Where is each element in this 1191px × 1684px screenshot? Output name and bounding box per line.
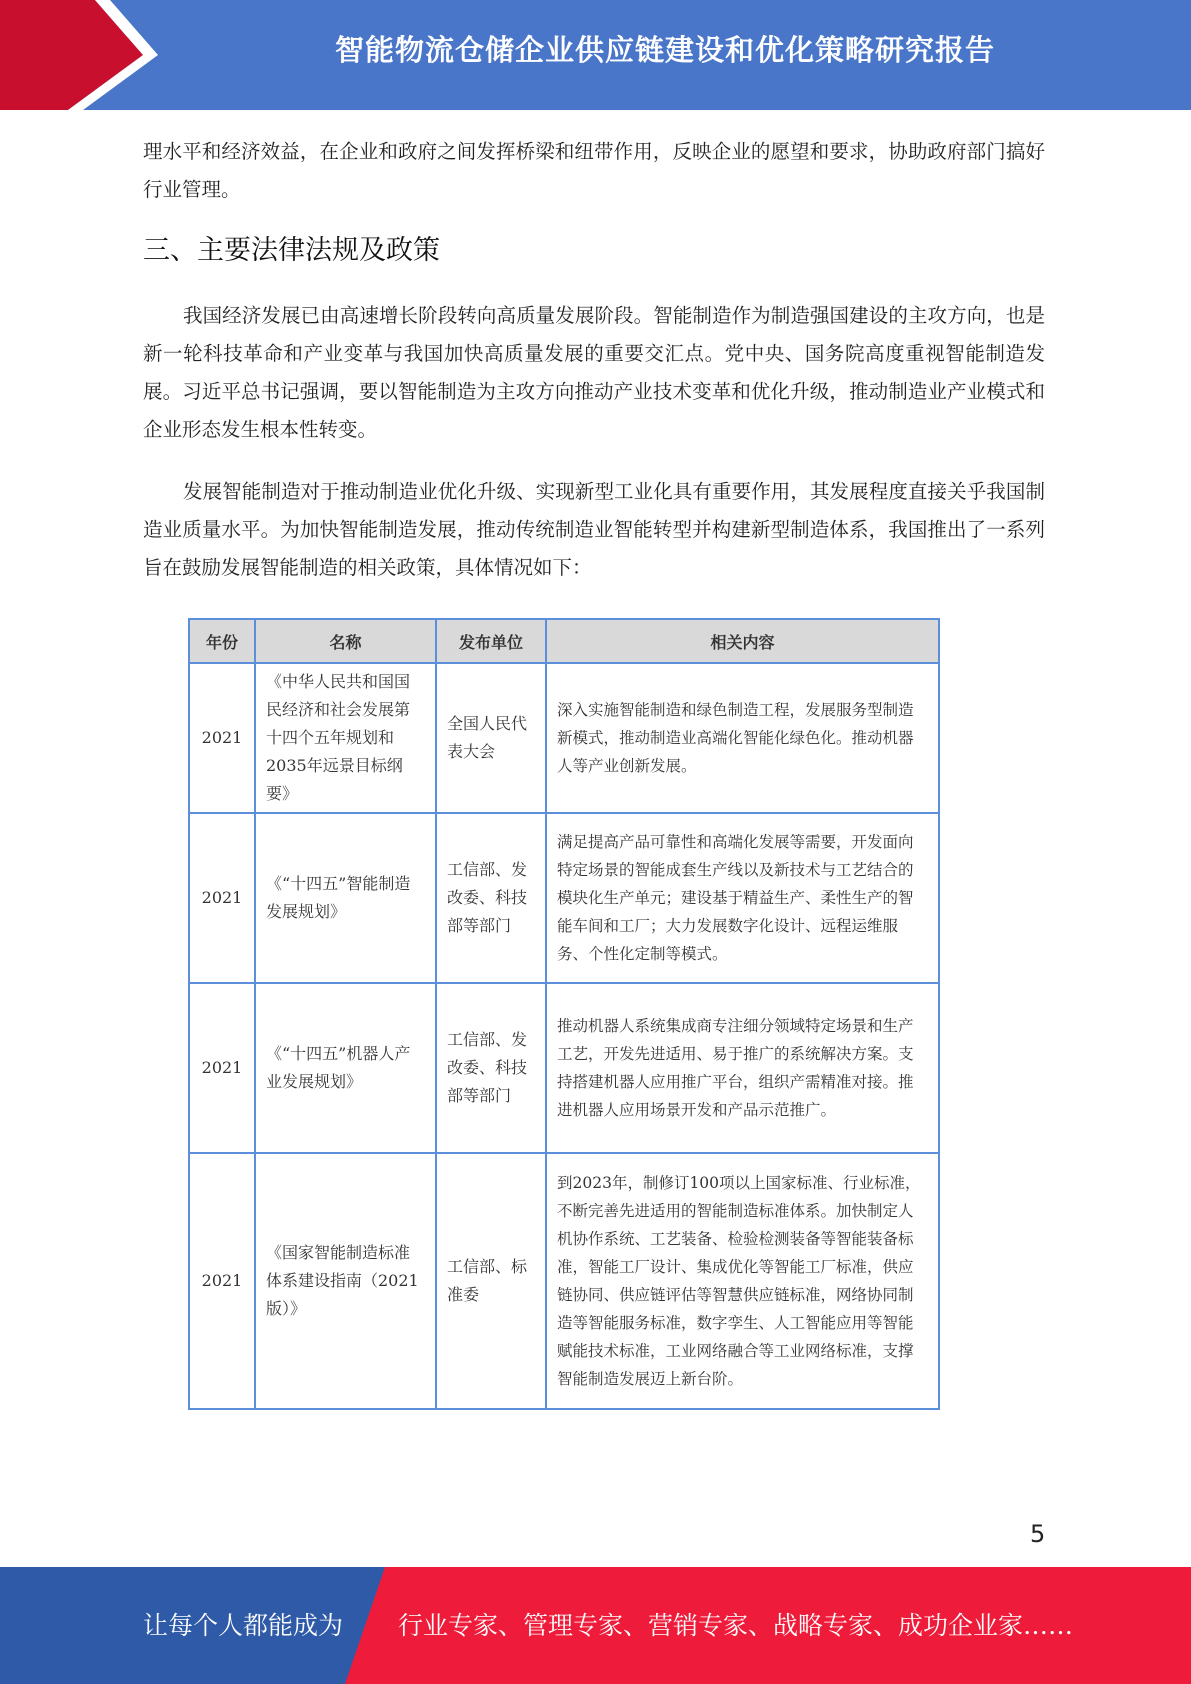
section-heading: 三、主要法律法规及政策 bbox=[143, 235, 440, 266]
page-footer bbox=[0, 1567, 1191, 1684]
header-name: 名称 bbox=[255, 619, 436, 663]
cell-year: 2021 bbox=[189, 983, 255, 1153]
cell-content: 到2023年，制修订100项以上国家标准、行业标准，不断完善先进适用的智能制造标准体系。加快制定人机协作系统、工艺装备、检验检测装备等智能装备标准，智能工厂设计、集成优化等智能工厂标准，供应链协同、供应链评估等智慧供应链标准，网络协同制造等智能服务标准，数字孪生、人工智能应用等智能赋能技术标准，工业网络融合等工业网络标准，支撑智能制造发展迈上新台阶。 bbox=[546, 1153, 939, 1409]
cell-issuer: 工信部、发改委、科技部等部门 bbox=[436, 983, 546, 1153]
paragraph-1: 我国经济发展已由高速增长阶段转向高质量发展阶段。智能制造作为制造强国建设的主攻方向，也是新一轮科技革命和产业变革与我国加快高质量发展的重要交汇点。党中央、国务院高度重视智能制造发展。习近平总书记强调，要以智能制造为主攻方向推动产业技术变革和优化升级，推动制造业产业模式和企业形态发生根本性转变。 bbox=[143, 304, 1045, 441]
cell-content: 深入实施智能制造和绿色制造工程，发展服务型制造新模式，推动制造业高端化智能化绿色化。推动机器人等产业创新发展。 bbox=[546, 663, 939, 813]
cell-year: 2021 bbox=[189, 813, 255, 983]
header-issuer: 发布单位 bbox=[436, 619, 546, 663]
table-header-row bbox=[189, 619, 939, 663]
intro-paragraph: 理水平和经济效益，在企业和政府之间发挥桥梁和纽带作用，反映企业的愿望和要求，协助政府部门搞好行业管理。 bbox=[143, 140, 1045, 201]
table-row bbox=[189, 1153, 939, 1409]
footer-slogan-left: 让每个人都能成为 bbox=[143, 1611, 344, 1640]
cell-issuer: 工信部、标准委 bbox=[436, 1153, 546, 1409]
header-title: 智能物流仓储企业供应链建设和优化策略研究报告 bbox=[334, 33, 995, 67]
cell-name: 《“十四五”智能制造发展规划》 bbox=[255, 813, 436, 983]
cell-issuer: 全国人民代表大会 bbox=[436, 663, 546, 813]
table-row bbox=[189, 983, 939, 1153]
cell-content: 推动机器人系统集成商专注细分领域特定场景和生产工艺，开发先进适用、易于推广的系统解决方案。支持搭建机器人应用推广平台，组织产需精准对接。推进机器人应用场景开发和产品示范推广。 bbox=[546, 983, 939, 1153]
cell-year: 2021 bbox=[189, 1153, 255, 1409]
page-number: 5 bbox=[1030, 1520, 1046, 1548]
paragraph-2: 发展智能制造对于推动制造业优化升级、实现新型工业化具有重要作用，其发展程度直接关乎我国制造业质量水平。为加快智能制造发展，推动传统制造业智能转型并构建新型制造体系，我国推出了一系列旨在鼓励发展智能制造的相关政策，具体情况如下： bbox=[143, 480, 1045, 579]
table-row bbox=[189, 813, 939, 983]
cell-name: 《“十四五”机器人产业发展规划》 bbox=[255, 983, 436, 1153]
header-year: 年份 bbox=[189, 619, 255, 663]
page-header bbox=[0, 0, 1191, 110]
cell-content: 满足提高产品可靠性和高端化发展等需要，开发面向特定场景的智能成套生产线以及新技术与工艺结合的模块化生产单元；建设基于精益生产、柔性生产的智能车间和工厂；大力发展数字化设计、远程运维服务、个性化定制等模式。 bbox=[546, 813, 939, 983]
cell-year: 2021 bbox=[189, 663, 255, 813]
cell-name: 《中华人民共和国国民经济和社会发展第十四个五年规划和2035年远景目标纲要》 bbox=[255, 663, 436, 813]
policy-table bbox=[188, 618, 940, 1410]
cell-issuer: 工信部、发改委、科技部等部门 bbox=[436, 813, 546, 983]
header-content: 相关内容 bbox=[546, 619, 939, 663]
footer-slogan-right: 行业专家、管理专家、营销专家、战略专家、成功企业家…… bbox=[398, 1611, 1074, 1640]
table-row bbox=[189, 663, 939, 813]
cell-name: 《国家智能制造标准体系建设指南（2021版）》 bbox=[255, 1153, 436, 1409]
